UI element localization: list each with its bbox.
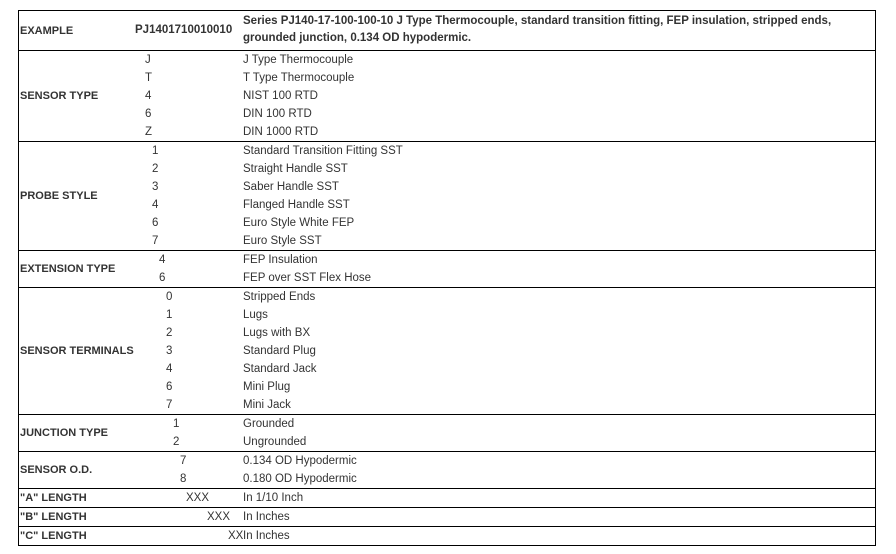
- option-code: 7: [180, 455, 187, 467]
- option-row: [135, 105, 875, 123]
- section-label: SENSOR O.D.: [20, 464, 93, 476]
- option-rows: [135, 508, 875, 526]
- option-row: [135, 196, 875, 214]
- option-code: 7: [152, 235, 159, 247]
- option-description: DIN 100 RTD: [243, 108, 312, 120]
- option-sections: [19, 51, 875, 546]
- option-code: 1: [166, 309, 173, 321]
- option-description: Lugs: [243, 309, 268, 321]
- option-code: 4: [159, 254, 166, 266]
- option-section: [19, 288, 875, 415]
- option-rows: [135, 51, 875, 141]
- section-label: SENSOR TERMINALS: [20, 345, 134, 357]
- section-label: "C" LENGTH: [20, 530, 87, 542]
- option-rows: [135, 288, 875, 414]
- option-row: [135, 489, 875, 507]
- option-section: [19, 489, 875, 508]
- option-description: Straight Handle SST: [243, 163, 348, 175]
- option-rows: [135, 415, 875, 451]
- option-section: [19, 527, 875, 546]
- option-description: Lugs with BX: [243, 327, 311, 339]
- option-code: 6: [145, 108, 152, 120]
- option-row: [135, 342, 875, 360]
- option-description: Stripped Ends: [243, 291, 316, 303]
- option-section: [19, 251, 875, 288]
- option-code: 3: [166, 345, 173, 357]
- option-description: Standard Plug: [243, 345, 316, 357]
- option-rows: [135, 452, 875, 488]
- option-row: [135, 508, 875, 526]
- option-description: Flanged Handle SST: [243, 199, 350, 211]
- option-section: [19, 452, 875, 489]
- option-row: [135, 324, 875, 342]
- option-description: FEP over SST Flex Hose: [243, 272, 372, 284]
- option-code: 3: [152, 181, 159, 193]
- option-description: DIN 1000 RTD: [243, 126, 319, 138]
- option-row: [135, 433, 875, 451]
- example-code: PJ1401710010010: [135, 24, 233, 36]
- option-description: Grounded: [243, 418, 295, 430]
- option-code: 7: [166, 399, 173, 411]
- option-row: [135, 470, 875, 488]
- option-row: [135, 87, 875, 105]
- option-code: J: [145, 54, 151, 66]
- option-description: In Inches: [243, 530, 290, 542]
- option-section: [19, 415, 875, 452]
- option-row: [135, 160, 875, 178]
- option-description: Mini Jack: [243, 399, 291, 411]
- option-code: 4: [145, 90, 152, 102]
- option-description: NIST 100 RTD: [243, 90, 318, 102]
- option-code: 2: [173, 436, 180, 448]
- option-row: [135, 269, 875, 287]
- option-row: [135, 378, 875, 396]
- section-label: "A" LENGTH: [20, 492, 87, 504]
- section-label: EXTENSION TYPE: [20, 263, 116, 275]
- example-section: [19, 11, 875, 51]
- option-row: [135, 527, 875, 545]
- option-description: In Inches: [243, 511, 290, 523]
- option-code: XX: [228, 530, 244, 542]
- option-code: Z: [145, 126, 153, 138]
- option-description: FEP Insulation: [243, 254, 318, 266]
- section-label: SENSOR TYPE: [20, 90, 99, 102]
- option-row: [135, 306, 875, 324]
- option-description: Standard Transition Fitting SST: [243, 145, 403, 157]
- option-code: 1: [152, 145, 159, 157]
- section-label: PROBE STYLE: [20, 190, 98, 202]
- option-description: Euro Style White FEP: [243, 217, 355, 229]
- option-rows: [135, 527, 875, 545]
- model-code-table: [18, 10, 876, 546]
- option-code: 2: [152, 163, 159, 175]
- option-row: [135, 251, 875, 269]
- option-code: 4: [152, 199, 159, 211]
- option-code: 8: [180, 473, 187, 485]
- option-row: [135, 178, 875, 196]
- option-section: [19, 142, 875, 251]
- option-description: Saber Handle SST: [243, 181, 339, 193]
- option-section: [19, 51, 875, 142]
- option-row: [135, 452, 875, 470]
- option-row: [135, 51, 875, 69]
- option-row: [135, 360, 875, 378]
- option-code: XXX: [207, 511, 231, 523]
- option-description: Standard Jack: [243, 363, 317, 375]
- option-row: [135, 123, 875, 141]
- option-rows: [135, 489, 875, 507]
- section-label: JUNCTION TYPE: [20, 427, 109, 439]
- option-description: Euro Style SST: [243, 235, 322, 247]
- option-row: [135, 396, 875, 414]
- option-row: [135, 415, 875, 433]
- option-description: Ungrounded: [243, 436, 307, 448]
- option-row: [135, 232, 875, 250]
- option-code: 2: [166, 327, 173, 339]
- option-description: In 1/10 Inch: [243, 492, 304, 504]
- option-description: Mini Plug: [243, 381, 291, 393]
- option-code: T: [145, 72, 153, 84]
- option-rows: [135, 251, 875, 287]
- option-row: [135, 214, 875, 232]
- option-code: 0: [166, 291, 173, 303]
- option-row: [135, 69, 875, 87]
- option-rows: [135, 142, 875, 250]
- option-description: 0.180 OD Hypodermic: [243, 473, 357, 485]
- option-code: XXX: [186, 492, 210, 504]
- section-label: "B" LENGTH: [20, 511, 87, 523]
- option-row: [135, 142, 875, 160]
- option-code: 6: [152, 217, 159, 229]
- option-description: 0.134 OD Hypodermic: [243, 455, 357, 467]
- example-label: EXAMPLE: [20, 24, 74, 37]
- example-description: Series PJ140-17-100-100-10 J Type Thermocouple, standard transition fitting, FEP insulation, stripped ends, grounded junction, 0.134 OD hypodermic.: [243, 15, 832, 44]
- option-code: 1: [173, 418, 180, 430]
- option-description: J Type Thermocouple: [243, 54, 354, 66]
- option-code: 6: [166, 381, 173, 393]
- option-section: [19, 508, 875, 527]
- option-code: 6: [159, 272, 166, 284]
- option-code: 4: [166, 363, 173, 375]
- option-description: T Type Thermocouple: [243, 72, 355, 84]
- option-row: [135, 288, 875, 306]
